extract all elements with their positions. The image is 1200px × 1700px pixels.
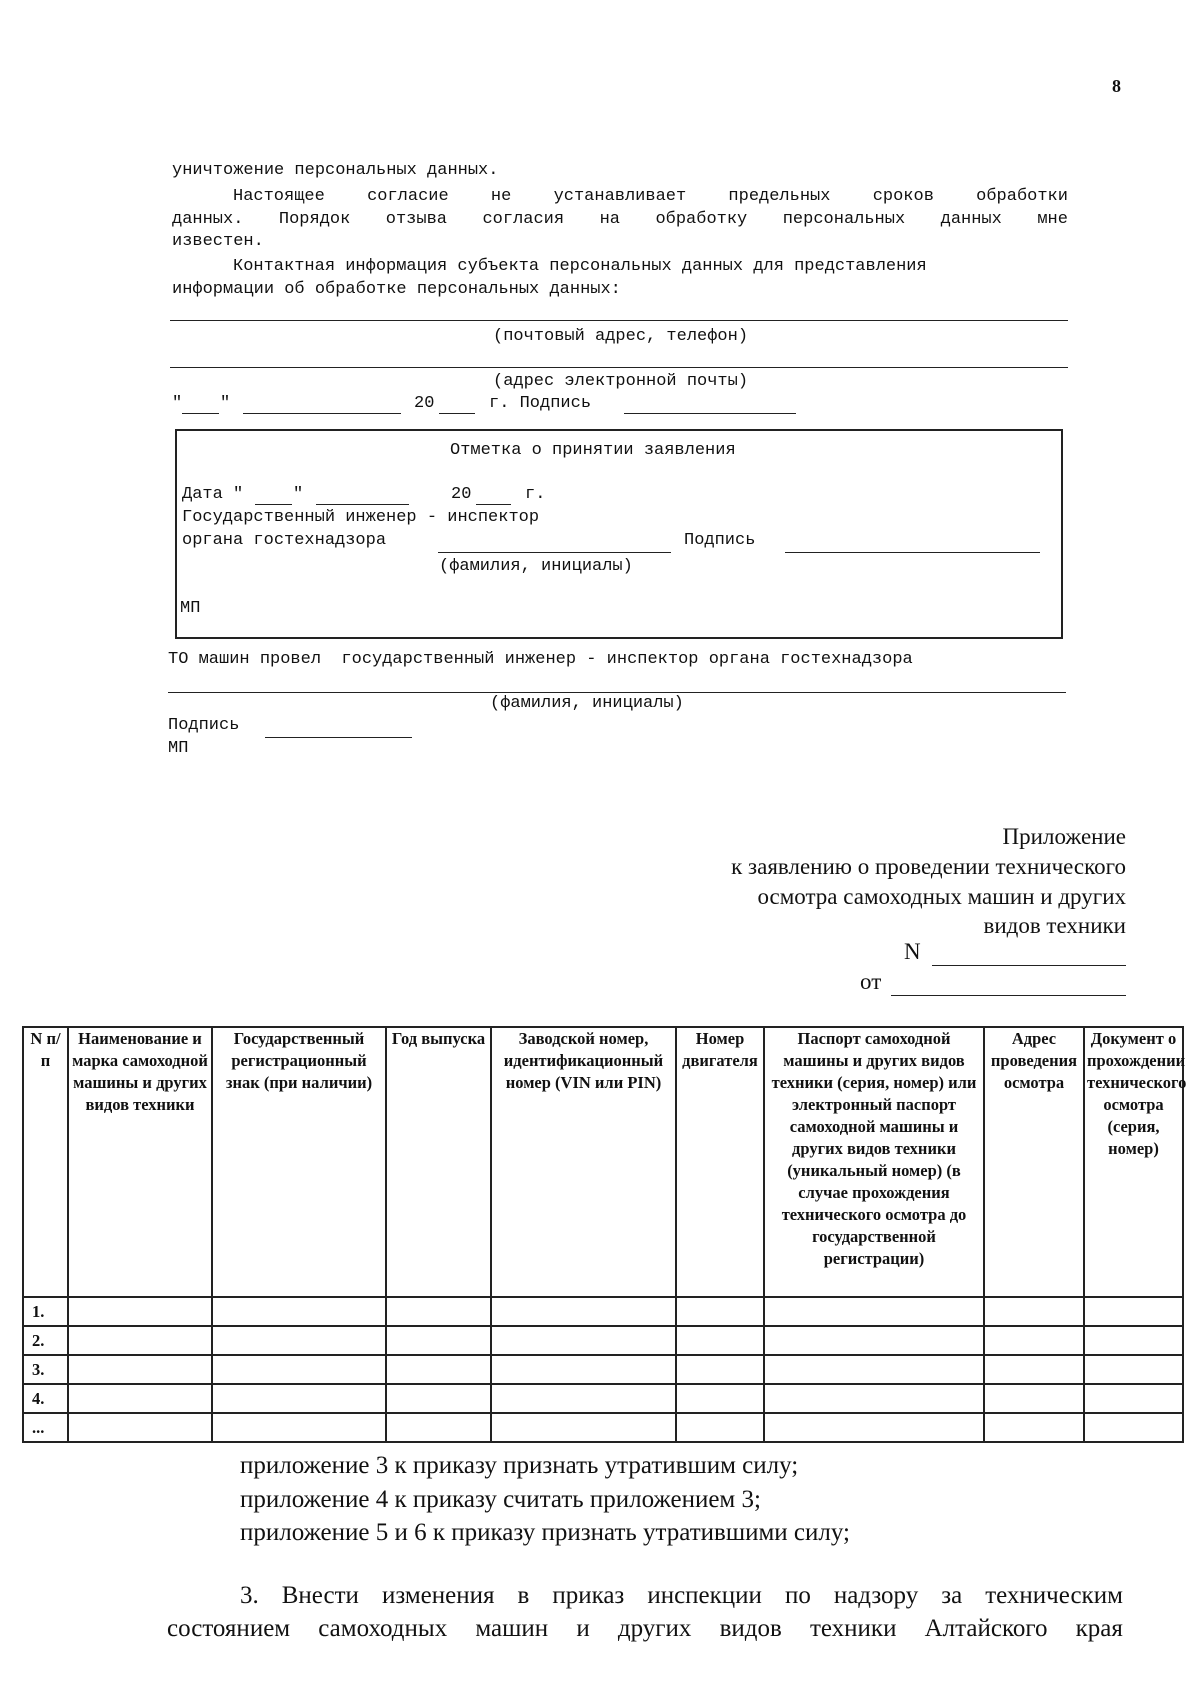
word: Алтайского [924, 1615, 1048, 1642]
word: Порядок [278, 210, 351, 229]
word: отзыва [385, 210, 447, 229]
word: персональных [782, 210, 906, 229]
consent-line-2 [233, 186, 1068, 208]
word: надзору [833, 1582, 919, 1609]
word: мне [1037, 210, 1068, 229]
table-cell[interactable] [68, 1413, 212, 1442]
acceptance-inspector-line-1: Государственный инженер - инспектор [182, 508, 540, 527]
word: техники [809, 1615, 897, 1642]
consent-date-day-field[interactable] [182, 413, 219, 414]
word: в [517, 1582, 530, 1609]
consent-date-quote-open: " [172, 394, 183, 413]
table-cell[interactable] [764, 1297, 984, 1326]
appendix-number-field[interactable] [932, 965, 1126, 966]
acceptance-inspector-name-field[interactable] [438, 552, 671, 553]
consent-line-1: уничтожение персональных данных. [172, 161, 499, 180]
table-cell[interactable] [984, 1413, 1084, 1442]
table-row [23, 1355, 1183, 1384]
order-line-3: приложение 5 и 6 к приказу признать утратившими силу; [240, 1519, 850, 1546]
table-cell[interactable] [1084, 1413, 1183, 1442]
table-cell[interactable] [491, 1355, 676, 1384]
table-cell[interactable] [676, 1355, 764, 1384]
email-address-line[interactable] [170, 367, 1068, 368]
acceptance-date-month-field[interactable] [316, 504, 409, 505]
order-paragraph-line-1 [240, 1579, 1123, 1612]
inspection-name-caption: (фамилия, инициалы) [490, 694, 684, 713]
table-cell[interactable] [491, 1326, 676, 1355]
table-cell[interactable] [676, 1384, 764, 1413]
row-number: 3. [23, 1355, 68, 1384]
word: машин [475, 1615, 549, 1642]
row-number: ... [23, 1413, 68, 1442]
table-cell[interactable] [212, 1326, 386, 1355]
table-cell[interactable] [764, 1413, 984, 1442]
appendix-number-label: N [904, 939, 921, 964]
column-header-inspection-document: Документ о прохождении технического осмотра (серия, номер) [1084, 1027, 1183, 1297]
consent-signature-field[interactable] [624, 413, 796, 414]
consent-signature-label: г. Подпись [489, 394, 592, 413]
column-header-year: Год выпуска [386, 1027, 491, 1297]
postal-address-line[interactable] [170, 320, 1068, 321]
table-cell[interactable] [68, 1326, 212, 1355]
table-cell[interactable] [1084, 1355, 1183, 1384]
acceptance-signature-field[interactable] [785, 552, 1040, 553]
column-header-number: N п/п [23, 1027, 68, 1297]
table-cell[interactable] [1084, 1297, 1183, 1326]
table-cell[interactable] [1084, 1326, 1183, 1355]
acceptance-signature-label: Подпись [684, 531, 756, 550]
table-cell[interactable] [676, 1326, 764, 1355]
word: согласия [482, 210, 565, 229]
word: обработки [976, 187, 1068, 206]
table-cell[interactable] [68, 1384, 212, 1413]
word: сроков [872, 187, 934, 206]
order-line-2: приложение 4 к приказу считать приложением 3; [240, 1486, 761, 1513]
word: самоходных [318, 1615, 448, 1642]
table-cell[interactable] [491, 1297, 676, 1326]
appendix-line-2: к заявлению о проведении технического [731, 854, 1126, 879]
acceptance-title: Отметка о принятии заявления [450, 441, 736, 460]
consent-line-5: Контактная информация субъекта персональных данных для представления [233, 257, 927, 276]
table-cell[interactable] [984, 1297, 1084, 1326]
table-cell[interactable] [1084, 1384, 1183, 1413]
word: Настоящее [233, 187, 325, 206]
column-header-registration-sign: Государственный регистрационный знак (при наличии) [212, 1027, 386, 1297]
table-cell[interactable] [386, 1384, 491, 1413]
acceptance-name-caption: (фамилия, инициалы) [439, 557, 633, 576]
table-cell[interactable] [491, 1413, 676, 1442]
word: изменения [381, 1582, 495, 1609]
table-cell[interactable] [676, 1297, 764, 1326]
acceptance-date-day-field[interactable] [255, 504, 292, 505]
word: данных [940, 210, 1002, 229]
email-address-caption: (адрес электронной почты) [493, 372, 749, 391]
word: техническим [985, 1582, 1123, 1609]
table-cell[interactable] [68, 1355, 212, 1384]
table-cell[interactable] [212, 1297, 386, 1326]
inspection-signature-label: Подпись [168, 716, 240, 735]
row-number: 2. [23, 1326, 68, 1355]
table-cell[interactable] [68, 1297, 212, 1326]
word: за [941, 1582, 963, 1609]
consent-date-quote-close: " [220, 394, 231, 413]
word: инспекции [647, 1582, 762, 1609]
word: других [617, 1615, 692, 1642]
inspection-conducted-line: ТО машин провел государственный инженер - инспектор органа гостехнадзора [168, 650, 913, 669]
word: по [784, 1582, 811, 1609]
page-number: 8 [1112, 76, 1121, 96]
table-cell[interactable] [676, 1413, 764, 1442]
acceptance-date-quote-close: " [293, 485, 304, 504]
table-cell[interactable] [764, 1355, 984, 1384]
table-header-row [23, 1027, 1183, 1297]
column-header-inspection-address: Адрес проведения осмотра [984, 1027, 1084, 1297]
table-cell[interactable] [386, 1297, 491, 1326]
acceptance-inspector-line-2: органа гостехнадзора [182, 531, 387, 550]
column-header-serial-vin: Заводской номер, идентификационный номер (VIN или PIN) [491, 1027, 676, 1297]
consent-date-month-field[interactable] [243, 413, 401, 414]
acceptance-date-year-suffix: г. [525, 485, 546, 504]
table-cell[interactable] [212, 1384, 386, 1413]
consent-line-6: информации об обработке персональных данных: [172, 280, 621, 299]
acceptance-date-year: 20 [451, 485, 472, 504]
column-header-name-brand: Наименование и марка самоходной машины и других видов техники [68, 1027, 212, 1297]
machines-table [22, 1026, 1187, 1443]
appendix-line-3: осмотра самоходных машин и других [757, 884, 1126, 909]
table-cell[interactable] [386, 1413, 491, 1442]
word: не [490, 187, 512, 206]
acceptance-date-year-field[interactable] [476, 504, 511, 505]
word: устанавливает [553, 187, 687, 206]
table-row [23, 1297, 1183, 1326]
table-row [23, 1326, 1183, 1355]
appendix-line-1: Приложение [1002, 824, 1126, 849]
acceptance-date-label: Дата " [182, 485, 244, 504]
table-cell[interactable] [984, 1326, 1084, 1355]
word: на [599, 210, 620, 229]
table-cell[interactable] [764, 1326, 984, 1355]
word: согласие [367, 187, 449, 206]
table-cell[interactable] [386, 1326, 491, 1355]
consent-line-3 [172, 209, 1068, 231]
table-cell[interactable] [491, 1384, 676, 1413]
word: данных. [172, 210, 244, 229]
postal-address-caption: (почтовый адрес, телефон) [493, 327, 749, 346]
inspection-signature-field[interactable] [265, 737, 412, 738]
word: обработку [655, 210, 748, 229]
word: края [1075, 1615, 1123, 1642]
table-row [23, 1413, 1183, 1442]
row-number: 4. [23, 1384, 68, 1413]
table-cell[interactable] [764, 1384, 984, 1413]
word: Внести [281, 1582, 359, 1609]
consent-date-year-field[interactable] [439, 413, 475, 414]
word: приказ [552, 1582, 625, 1609]
appendix-from-field[interactable] [891, 995, 1126, 996]
table-cell[interactable] [386, 1355, 491, 1384]
word: и [576, 1615, 590, 1642]
appendix-line-4: видов техники [983, 913, 1126, 938]
table-cell[interactable] [212, 1355, 386, 1384]
acceptance-stamp: МП [180, 599, 201, 618]
order-line-1: приложение 3 к приказу признать утратившим силу; [240, 1452, 799, 1479]
word: предельных [728, 187, 831, 206]
table-cell[interactable] [984, 1384, 1084, 1413]
appendix-from-label: от [860, 969, 882, 994]
consent-date-year: 20 [414, 394, 435, 413]
table-cell[interactable] [212, 1413, 386, 1442]
word: видов [719, 1615, 782, 1642]
word: состоянием [167, 1615, 291, 1642]
column-header-passport: Паспорт самоходной машины и других видов техники (серия, номер) или электронный паспорт самоходной машины и других видов техники (уникальный номер) (в случае прохождения технического осмотра до государственной регистрации) [764, 1027, 984, 1297]
order-paragraph-line-2 [167, 1612, 1123, 1645]
column-header-engine-number: Номер двигателя [676, 1027, 764, 1297]
table-cell[interactable] [984, 1355, 1084, 1384]
inspection-stamp: МП [168, 739, 189, 758]
word: 3. [240, 1582, 259, 1609]
table-row [23, 1384, 1183, 1413]
consent-line-4: известен. [172, 232, 264, 251]
row-number: 1. [23, 1297, 68, 1326]
